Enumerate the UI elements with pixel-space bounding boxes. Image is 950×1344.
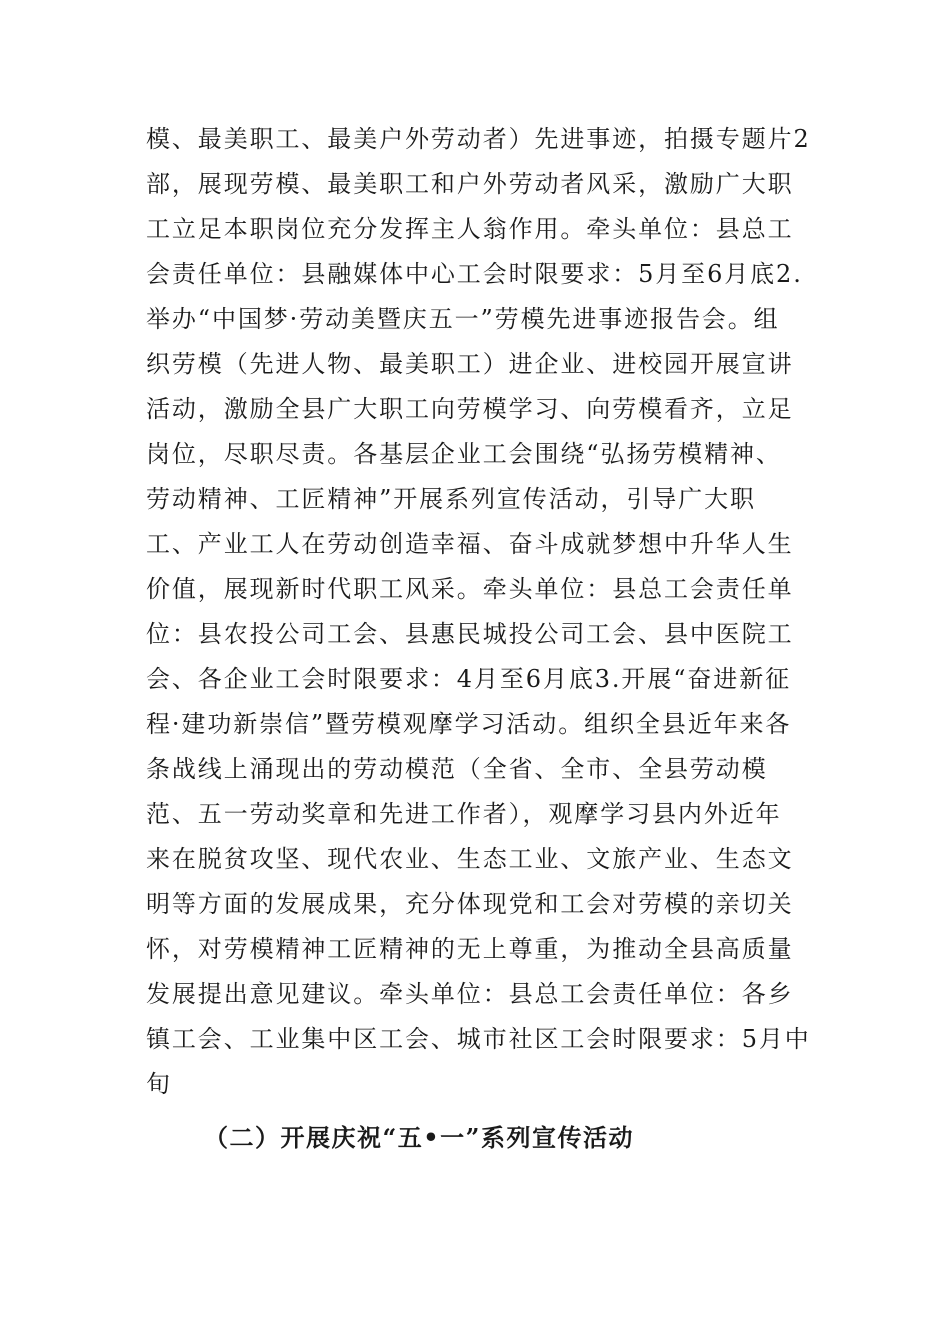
paragraph-line-15: 条战线上涌现出的劳动模范（全省、全市、全县劳动模	[146, 755, 768, 783]
paragraph-line-8: 岗位，尽职尽责。各基层企业工会围绕“弘扬劳模精神、	[146, 440, 782, 468]
paragraph-line-9: 劳动精神、工匠精神”开展系列宣传活动，引导广大职	[146, 485, 756, 513]
paragraph-line-2: 部，展现劳模、最美职工和户外劳动者风采，激励广大职	[146, 170, 794, 198]
section-heading: （二）开展庆祝“五•一”系列宣传活动	[204, 1123, 634, 1152]
paragraph-line-19: 怀，对劳模精神工匠精神的无上尊重，为推动全县高质量	[146, 935, 794, 963]
paragraph-line-1: 模、最美职工、最美户外劳动者）先进事迹，拍摄专题片2	[146, 125, 811, 153]
paragraph-line-7: 活动，激励全县广大职工向劳模学习、向劳模看齐，立足	[146, 395, 794, 423]
paragraph-line-5: 举办“中国梦·劳动美暨庆五一”劳模先进事迹报告会。组	[146, 305, 780, 333]
paragraph-line-3: 工立足本职岗位充分发挥主人翁作用。牵头单位：县总工	[146, 215, 794, 243]
paragraph-line-13: 会、各企业工会时限要求：4月至6月底3.开展“奋进新征	[146, 665, 792, 693]
paragraph-line-11: 价值，展现新时代职工风采。牵头单位：县总工会责任单	[146, 575, 794, 603]
paragraph-line-22: 旬	[146, 1070, 172, 1098]
paragraph-line-14: 程·建功新崇信”暨劳模观摩学习活动。组织全县近年来各	[146, 710, 792, 738]
paragraph-line-10: 工、产业工人在劳动创造幸福、奋斗成就梦想中升华人生	[146, 530, 794, 558]
paragraph-line-20: 发展提出意见建议。牵头单位：县总工会责任单位：各乡	[146, 980, 794, 1008]
paragraph-line-12: 位：县农投公司工会、县惠民城投公司工会、县中医院工	[146, 620, 794, 648]
paragraph-line-21: 镇工会、工业集中区工会、城市社区工会时限要求：5月中	[146, 1025, 811, 1053]
paragraph-line-4: 会责任单位：县融媒体中心工会时限要求：5月至6月底2.	[146, 260, 803, 288]
paragraph-line-6: 织劳模（先进人物、最美职工）进企业、进校园开展宣讲	[146, 350, 794, 378]
paragraph-line-16: 范、五一劳动奖章和先进工作者），观摩学习县内外近年	[146, 800, 782, 828]
paragraph-line-18: 明等方面的发展成果，充分体现党和工会对劳模的亲切关	[146, 890, 794, 918]
paragraph-line-17: 来在脱贫攻坚、现代农业、生态工业、文旅产业、生态文	[146, 845, 794, 873]
